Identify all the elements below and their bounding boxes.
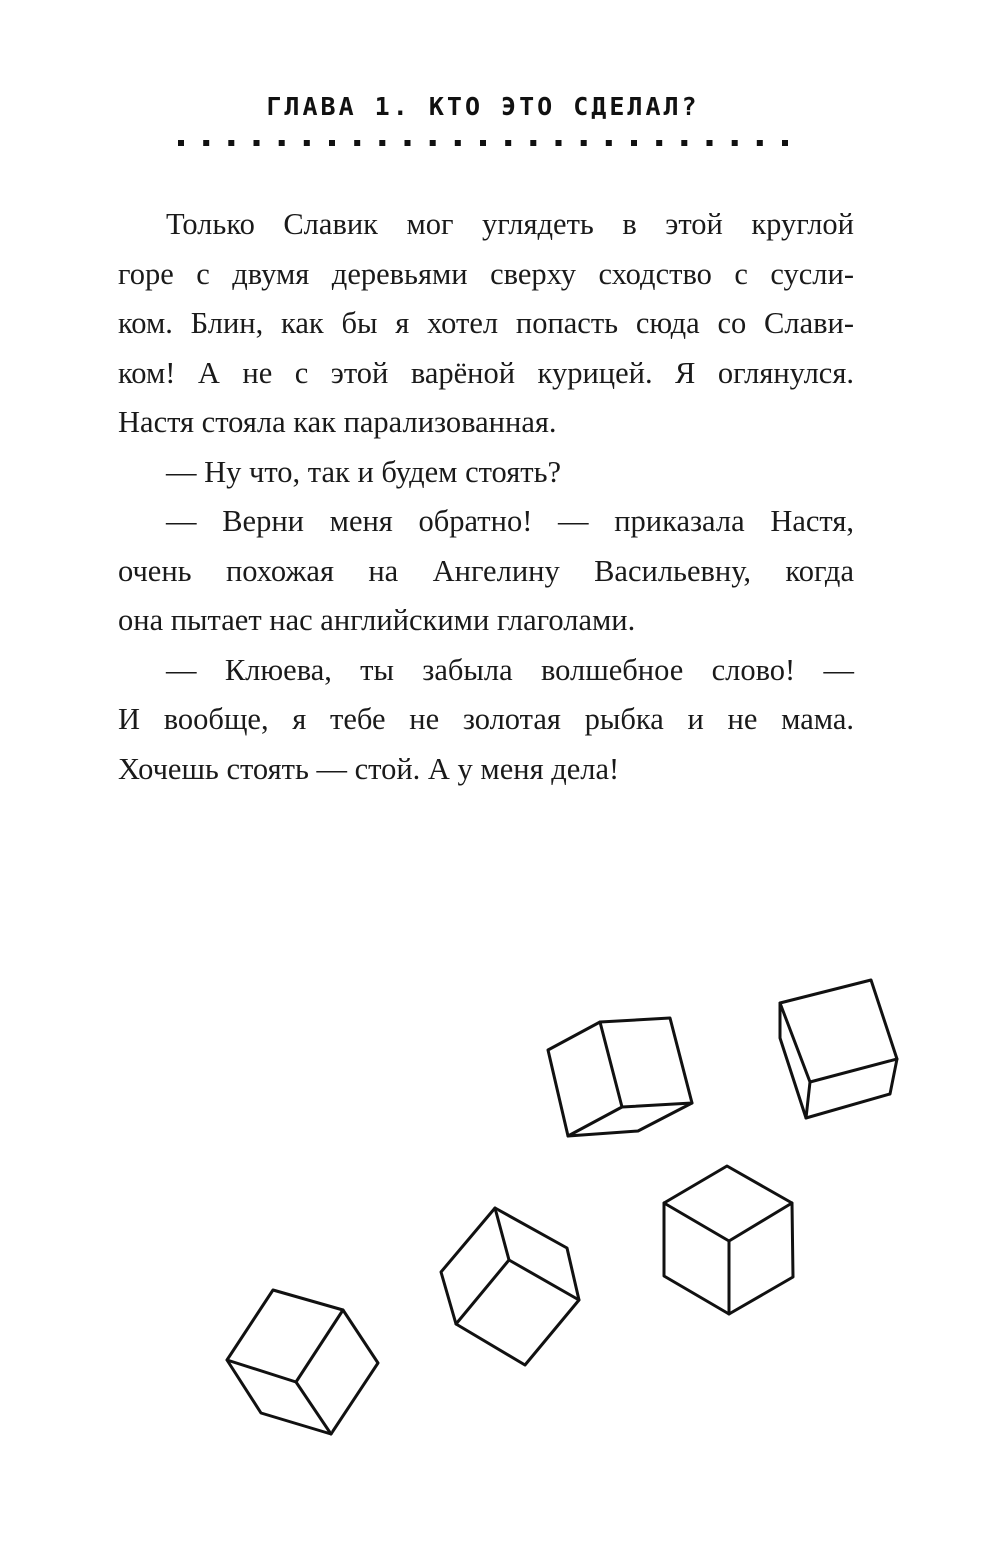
text-line: она пытает нас английскими глаголами.	[118, 603, 636, 637]
text-line: — Ну что, так и будем стоять?	[166, 454, 562, 489]
cube-icon	[664, 1166, 793, 1314]
divider-dot	[707, 140, 713, 146]
divider-dot	[203, 140, 209, 146]
divider-dot	[732, 140, 738, 146]
text-line: — Верни меня обратно! — приказала Настя,	[166, 504, 854, 538]
divider-dot	[606, 140, 612, 146]
divider-dot	[329, 140, 335, 146]
text-line: Настя стояла как парализованная.	[118, 405, 557, 439]
text-line: И вообще, я тебе не золотая рыбка и не мама.	[118, 702, 854, 736]
divider-dot	[178, 140, 184, 146]
divider-dot	[782, 140, 788, 146]
text-line: — Клюева, ты забыла волшебное слово! —	[166, 652, 854, 687]
divider-dot	[681, 140, 687, 146]
divider-dot	[430, 140, 436, 146]
divider-dot	[581, 140, 587, 146]
divider-dot	[631, 140, 637, 146]
text-line: ком! А не с этой варёной курицей. Я оглянулся.	[118, 355, 854, 390]
divider-dot	[228, 140, 234, 146]
cube-icon	[441, 1208, 579, 1365]
chapter-title: ГЛАВА 1. КТО ЭТО СДЕЛАЛ?	[266, 92, 700, 121]
text-line: Только Славик мог углядеть в этой круглой	[166, 207, 854, 241]
cube-icon	[780, 980, 897, 1118]
divider-dot	[254, 140, 260, 146]
text-line: Хочешь стоять — стой. А у меня дела!	[118, 751, 620, 786]
divider-dot	[480, 140, 486, 146]
cubes-illustration	[0, 960, 1000, 1460]
divider-dot	[304, 140, 310, 146]
divider-dot	[757, 140, 763, 146]
divider-dot	[405, 140, 411, 146]
divider-dot	[455, 140, 461, 146]
divider-dot	[379, 140, 385, 146]
divider-dot	[556, 140, 562, 146]
text-line: горе с двумя деревьями сверху сходство с сусли-	[118, 256, 854, 291]
divider-dot	[279, 140, 285, 146]
dotted-divider	[178, 140, 790, 148]
text-line: ком. Блин, как бы я хотел попасть сюда со Слави-	[118, 306, 854, 340]
cube-icon	[227, 1290, 378, 1434]
cube-icon	[548, 1018, 692, 1136]
divider-dot	[505, 140, 511, 146]
divider-dot	[354, 140, 360, 146]
divider-dot	[530, 140, 536, 146]
body-text	[118, 200, 854, 794]
divider-dot	[656, 140, 662, 146]
text-line: очень похожая на Ангелину Васильевну, когда	[118, 553, 854, 588]
